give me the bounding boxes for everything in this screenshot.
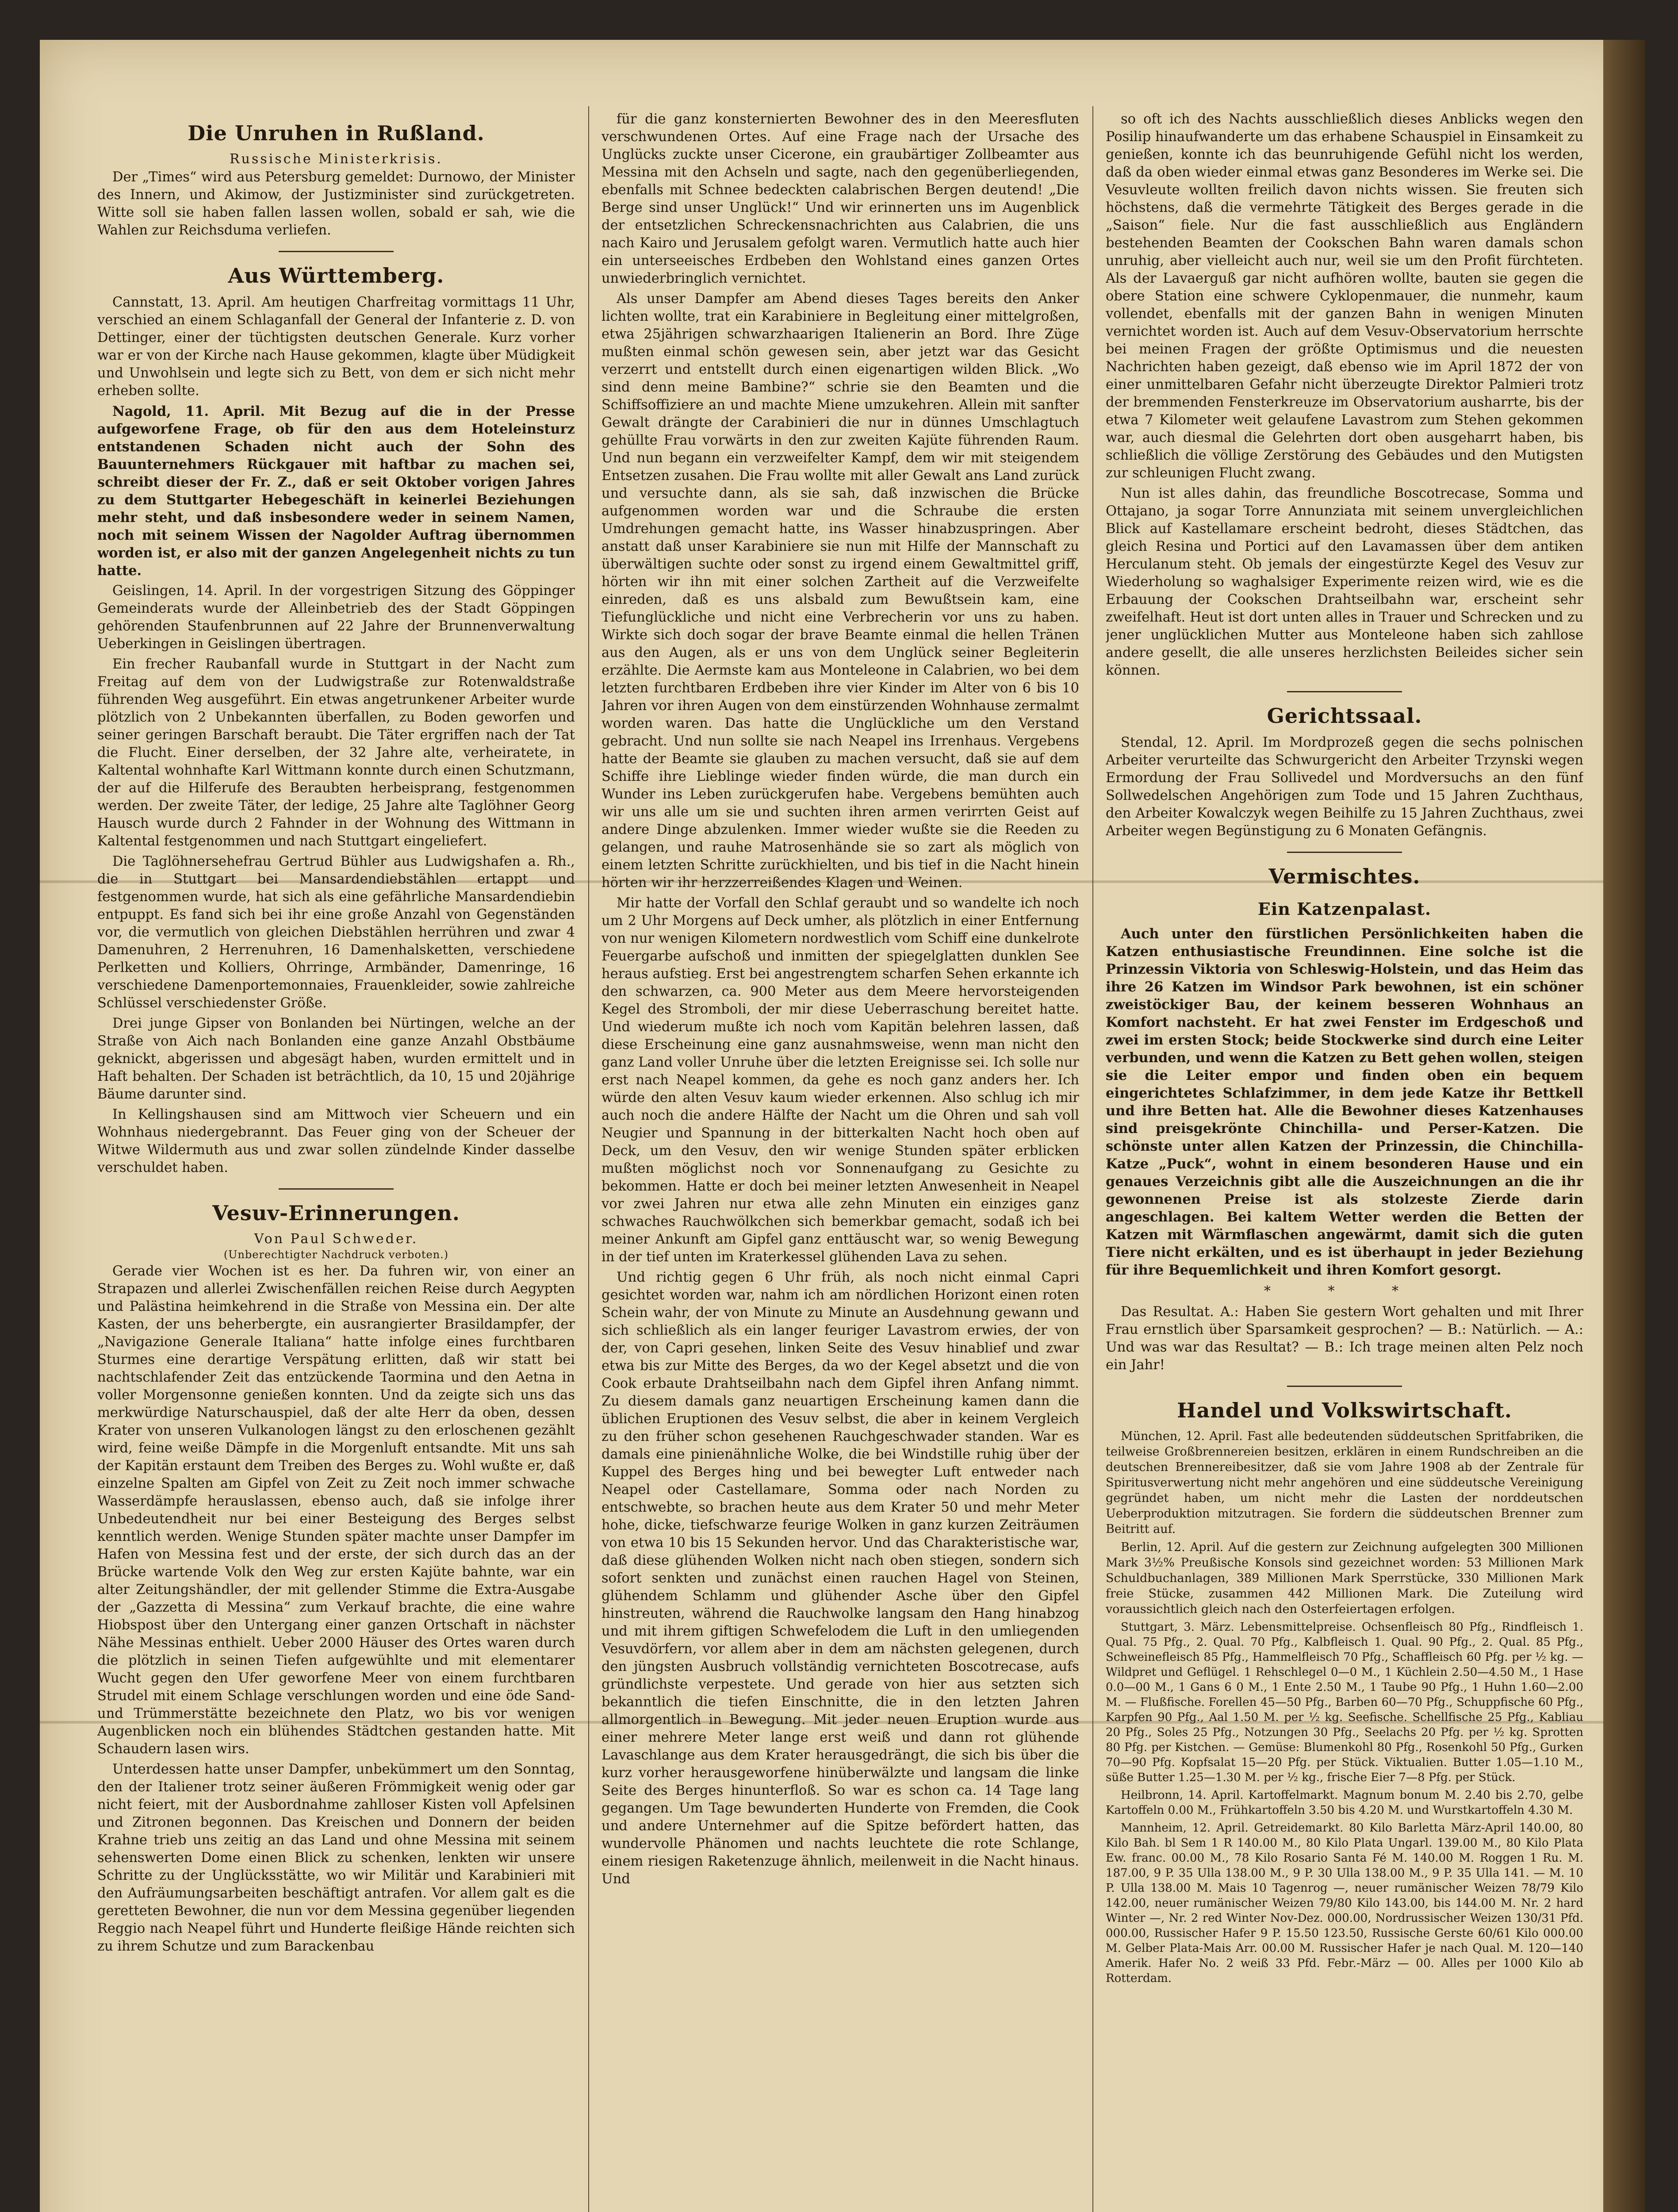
article-paragraph: Das Resultat. A.: Haben Sie gestern Wort gehalten und mit Ihrer Frau ernstlich über Sparsamkeit gesprochen? — B.: Natürlich. — A.: Und was war das Resultat? — B.: Ich trage meinen alten Pelz noch ein Jahr! — [1106, 1304, 1583, 1373]
article-paragraph: für die ganz konsternierten Bewohner des in den Meeresfluten verschwundenen Ortes. Auf eine Frage nach der Ursache des Unglücks zuckte unser Cicerone, ein graubärtiger Zollbeamter aus Messina mit den Achseln und sagte, nach den gegenüberliegenden, ebenfalls mit Schnee bedeckten calabrischen Bergen deutend! „Die Berge sind unser Unglück!“ Und wir erinnerten uns im Augenblick der entsetzlichen Schreckensnachrichten aus Calabrien, die uns nach Kairo und Jerusalem gefolgt waren. Vermutlich hatte auch hier ein unterseeisches Erdbeben den Wohlstand eines ganzen Ortes unwiederbringlich vernichtet. — [601, 111, 1079, 286]
divider — [1287, 852, 1402, 853]
column-rule — [1092, 106, 1093, 2212]
column-2 — [601, 111, 1079, 2212]
section-heading: Handel und Volkswirtschaft. — [1177, 1398, 1512, 1422]
article-author: Von Paul Schweder. — [254, 1231, 418, 1247]
section-heading: Vesuv-Erinnerungen. — [212, 1201, 460, 1225]
article-paragraph: Mir hatte der Vorfall den Schlaf geraubt und so wandelte ich noch um 2 Uhr Morgens auf Deck umher, als plötzlich in einer Entfernung von nur wenigen Kilometern nordwestlich vom Schiff eine dunkelrote Feuergarbe aufschoß und inmitten der spiegelglatten dunklen See heraus aufstieg. Erst bei angestrengtem scharfen Sehen erkannte ich den schwarzen, ca. 900 Meter aus dem Meere hervorsteigenden Kegel des Stromboli, der mir diese Ueberraschung bereitet hatte. Und wiederum mußte ich noch vom Kapitän belehren lassen, daß diese Erscheinung eine ganz ausnahmsweise, wenn man nicht den ganz Land voller Unruhe über die letzten Ereignisse sei. Ich solle nur erst nach Neapel kommen, da gehe es noch ganz anders her. Ich würde den alten Vesuv kaum wieder erkennen. Also schlug ich mir auch noch die andere Hälfte der Nacht um die Ohren und sah voll Neugier und Spannung in der bitterkalten Nacht hoch oben auf Deck, um den Vesuv, den wir wenige Stunden später erblicken mußten möglichst noch vor Sonnenaufgang zu Gesichte zu bekommen. Hatte er doch bei meiner letzten Anwesenheit in Neapel vor zwei Jahren nur etwa alle zehn Minuten ein einziges ganz schwaches Rauchwölkchen sich bemerkbar gemacht, sodaß ich bei meiner Ankunft am Gipfel ganz enttäuscht war, so wenig Bewegung in der tief unten im Kraterkessel glühenden Lava zu sehen. — [601, 895, 1079, 1265]
section-heading: Aus Württemberg. — [228, 264, 444, 288]
article-paragraph: Stendal, 12. April. Im Mordprozeß gegen die sechs polnischen Arbeiter verurteilte das Schwurgericht den Arbeiter Trzynski wegen Ermordung der Frau Sollivedel und Mordversuchs an den fünf Sollwedelschen Angehörigen zum Tode und 15 Jahren Zuchthaus, den Arbeiter Kowalczyk wegen Beihilfe zu 15 Jahren Zuchthaus, zwei Arbeiter wegen Begünstigung zu 6 Monaten Gefängnis. — [1106, 735, 1583, 839]
section-heading: Die Unruhen in Rußland. — [188, 121, 485, 145]
article-paragraph: so oft ich des Nachts ausschließlich dieses Anblicks wegen den Posilip hinaufwanderte um das erhabene Schauspiel in Einsamkeit zu genießen, konnte ich das beunruhigende Gefühl nicht los werden, daß da oben wieder einmal etwas ganz Besonderes im Werke sei. Die Vesuvleute wollten freilich davon nichts wissen. Sie freuten sich höchstens, daß die vermehrte Tätigkeit des Berges gerade in die „Saison“ fiele. Nur die fast ausschließlich aus Engländern bestehenden Beamten der Cookschen Bahn waren damals schon unruhig, aber vielleicht auch nur, weil sie um den Profit fürchteten. Als der Lavaerguß gar nicht aufhören wollte, bauten sie gegen die obere Station eine schwere Cyklopenmauer, die nunmehr, kaum vollendet, ebenfalls mit der ganzen Bahn in wenigen Minuten vernichtet worden ist. Auch auf dem Vesuv-Observatorium herrschte bei meinen Fragen der größte Optimismus und die neuesten Nachrichten haben gezeigt, daß ebenso wie im April 1872 der von einer unmittelbaren Gefahr nicht überzeugte Direktor Palmieri trotz der bremmenden Fensterkreuze im Observatorium ausharrte, bis der etwa 7 Kilometer weit gelaufene Lavastrom zum Stehen gekommen war, auch diesmal die Gelehrten dort oben ausgeharrt haben, bis schließlich die völlige Zerstörung des Gebäudes und den Mutigsten zur schleunigen Flucht zwang. — [1106, 111, 1583, 481]
article-paragraph: Geislingen, 14. April. In der vorgestrigen Sitzung des Göppinger Gemeinderats wurde der Alleinbetrieb des der Stadt Göppingen gehörenden Staufenbrunnen auf 22 Jahre der Brunnenverwaltung Ueberkingen in Geislingen übertragen. — [97, 583, 575, 652]
article-paragraph: Nagold, 11. April. Mit Bezug auf die in der Presse aufgeworfene Frage, ob für den aus dem Hoteleinsturz entstandenen Schaden nicht auch der Sohn des Bauunternehmers Rückgauer mit haftbar zu machen sei, schreibt dieser der Fr. Z., daß er seit Oktober vorigen Jahres zu dem Stuttgarter Hebegeschäft in keinerlei Beziehungen mehr steht, und daß insbesondere weder in seinem Namen, noch mit seinem Wissen der Nagolder Auftrag übernommen worden ist, er also mit der ganzen Angelegenheit nichts zu tun hatte. — [97, 403, 575, 579]
column-3 — [1106, 111, 1583, 2212]
article-paragraph: Der „Times“ wird aus Petersburg gemeldet: Durnowo, der Minister des Innern, und Akimow, der Justizminister sind zurückgetreten. Witte soll sie haben fallen lassen wollen, sobald er sah, wie die Wahlen zur Reichsduma verliefen. — [97, 169, 575, 238]
article-paragraph: Auch unter den fürstlichen Persönlichkeiten haben die Katzen enthusiastische Freundinnen. Eine solche ist die Prinzessin Viktoria von Schleswig-Holstein, und das Heim das ihre 26 Katzen im Windsor Park bewohnen, ist ein schöner zweistöckiger Bau, der keinem besseren Wohnhaus an Komfort nachsteht. Er hat zwei Fenster im Erdgeschoß und zwei im ersten Stock; beide Stockwerke sind durch eine Leiter verbunden, und wenn die Katzen zu Bett gehen wollen, steigen sie die Leiter empor und finden oben ein bequem eingerichtetes Schlafzimmer, in dem jede Katze ihr Bettkell und ihre Betten hat. Alle die Bewohner dieses Katzenhauses sind preisgekrönte Chinchilla- und Perser-Katzen. Die schönste unter allen Katzen der Prinzessin, die Chinchilla-Katze „Puck“, wohnt in einem besonderen Hause und ein genaues Verzeichnis gibt alle die Auszeichnungen an die ihr gewonnenen Preise ist als stolzeste Zierde darin angeschlagen. Bei kaltem Wetter werden die Betten der Katzen mit Wärmflaschen angewärmt, damit sich die guten Tiere nicht erkälten, und es ist überhaupt in jeder Beziehung für ihre Bequemlichkeit und ihren Komfort gesorgt. — [1106, 926, 1583, 1278]
article-paragraph: Drei junge Gipser von Bonlanden bei Nürtingen, welche an der Straße von Aich nach Bonlanden eine ganze Anzahl Obstbäume geknickt, abgerissen und abgesägt haben, wurden ermittelt und in Haft behalten. Der Schaden ist beträchtlich, da 10, 15 und 20jährige Bäume darunter sind. — [97, 1016, 575, 1102]
article-paragraph: Unterdessen hatte unser Dampfer, unbekümmert um den Sonntag, den der Italiener trotz seiner äußeren Frömmigkeit wenig oder gar nicht feiert, mit der Ausbordnahme zahlloser Kisten voll Apfelsinen und Zitronen begonnen. Das Kreischen und Donnern der beiden Krahne trieb uns zeitig an das Land und ohne Messina mit seinem sehenswerten Dome einen Blick zu schenken, lenkten wir unsere Schritte zu der Unglücksstätte, wo wir Militär und Karabinieri mit den Aufräumungsarbeiten beschäftigt antrafen. Vor allem galt es die geretteten Bewohner, die nun vor dem Messina gegenüber liegenden Reggio nach Neapel führt und Hunderte fleißige Hände reichten sich zu ihrem Schutze und zum Barackenbau — [97, 1762, 575, 1954]
price-list: Mannheim, 12. April. Getreidemarkt. 80 Kilo Barletta März-April 140.00, 80 Kilo Bah. bl Sem 1 R 140.00 M., 80 Kilo Plata Ungarl. 139.00 M., 80 Kilo Plata Ew. franc. 00.00 M., 78 Kilo Rosario Santa Fé M. 140.00 M. Roggen 1 Ru. M. 187.00, 9 P. 35 Ulla 138.00 M., 9 P. 30 Ulla 138.00 M., 9 P. 35 Ulla 141. — M. 10 P. Ulla 138.00 M. Mais 10 Tagenrog —, neuer rumänischer Weizen 78/79 Kilo 142.00, neuer rumänischer Weizen 79/80 Kilo 143.00, bis 144.00 M. Nr. 2 hard Winter —, Nr. 2 red Winter Nov-Dez. 000.00, Nordrussischer Weizen 130/31 Pfd. 000.00, Russischer Hafer 9 P. 15.50 123.50, Russische Gerste 60/61 Kilo 000.00 M. Gelber Plata-Mais Arr. 00.00 M. Russischer Hafer je nach Qual. M. 120—140 Amerik. Hafer No. 2 weiß 33 Pfd. Febr.-März — 00. Alles per 1000 Kilo ab Rotterdam. — [1106, 1821, 1583, 1985]
article-paragraph: Die Taglöhnersehefrau Gertrud Bühler aus Ludwigshafen a. Rh., die in Stuttgart bei Mansardendiebstählen ertappt und festgenommen wurde, hat sich als eine gefährliche Mansardendiebin entpuppt. Es fand sich bei ihr eine große Anzahl von Gegenständen vor, die vermutlich von gleichen Diebstählen herrühren und zwar 4 Damenuhren, 2 Herrenuhren, 16 Damenhalsketten, verschiedene Perlketten und Kolliers, Ohrringe, Armbänder, Damenringe, 16 verschiedene Damenportemonnaies, Frauenkleider, sowie zahlreiche Schlüssel verschiedenster Größe. — [97, 854, 575, 1011]
article-paragraph: Gerade vier Wochen ist es her. Da fuhren wir, von einer an Strapazen und allerlei Zwischenfällen reichen Reise durch Aegypten und Palästina heimkehrend in die Straße von Messina ein. Der alte Kasten, der uns beherbergte, ein ausrangierter Brasildampfer, der „Navigazione Generale Italiana“ hatte infolge eines furchtbaren Sturmes eine derartige Verspätung erlitten, daß wir statt bei nachtschlafender Zeit das entzückende Taormina und den Aetna in voller Morgensonne genießen konnten. Und da zeigte sich uns das merkwürdige Naturschauspiel, daß der alte Herr da oben, dessen Krater von unseren Vulkanologen längst zu den erloschenen gezählt wird, feine weiße Dämpfe in die Morgenluft entsandte. Mit uns sah der Kapitän erstaunt dem Treiben des Berges zu. Wohl wußte er, daß einzelne Spalten am Gipfel von Zeit zu Zeit noch immer schwache Wasserdämpfe herauslassen, ebenso auch, daß sie infolge ihrer Unbedeutendheit nur bei einer Besteigung des Berges selbst kenntlich werden. Wenige Stunden später machte unser Dampfer im Hafen von Messina fest und der erste, der sich durch das an der Brücke wartende Volk den Weg zur ersten Kajüte bahnte, war ein alter Zeitungshändler, der mit gellender Stimme die Extra-Ausgabe der „Gazzetta di Messina“ zum Verkauf brachte, die eine wahre Hiobspost über den Untergang einer ganzen Ortschaft in nächster Nähe Messinas enthielt. Ueber 2000 Häuser des Ortes waren durch die plötzlich in seinen Tiefen aufgewühlte und mit elementarer Wucht gegen den Ufer geworfene Meer von einem furchtbaren Strudel mit einem Schlage verschlungen worden und eine öde Sand- und Trümmerstätte bezeichnete den Platz, wo bis vor wenigen Augenblicken noch ein blühendes Städtchen gestanden hatte. Mit Schaudern lasen wirs. — [97, 1263, 575, 1757]
article-paragraph: Nun ist alles dahin, das freundliche Boscotrecase, Somma und Ottajano, ja sogar Torre Annunziata mit seinem unvergleichlichen Blick auf Kastellamare erscheint bedroht, dieses Städtchen, das gleich Resina und Portici auf den Lavamassen über dem antiken Herculanum steht. Ob jemals der eingestürzte Kegel des Vesuv zur Wiederholung so waghalsiger Experimente reizen wird, wie es die Erbauung der Cookschen Drahtseilbahn war, erscheint sehr zweifelhaft. Heut ist dort unten alles in Trauer und Schrecken und zu jener unglücklichen Mutter aus Monteleone haben sich zahllose andere gesellt, die alle unseres herzlichsten Beileides sicher sein können. — [1106, 486, 1583, 678]
section-heading: Gerichtssaal. — [1267, 704, 1422, 728]
article-paragraph: Und richtig gegen 6 Uhr früh, als noch nicht einmal Capri gesichtet worden war, nahm ich am nördlichen Horizont einen roten Schein wahr, der von Minute zu Minute an Ausdehnung gewann und sich schließlich als ein langer feuriger Lavastrom erwies, der von der, von Capri gesehen, linken Seite des Vesuv hinablief und zwar etwa bis zur Mitte des Berges, da wo der Kegel absetzt und die von Cook erbaute Drahtseilbahn nach dem Gipfel ihren Anfang nimmt. Zu diesem damals ganz neuartigen Erscheinung kamen dann die üblichen Eruptionen des Vesuv selbst, die aber in keinem Vergleich zu den früher schon gesehenen Rauchgeschwader standen. War es damals eine pinienähnliche Wolke, die bei Windstille ruhig über der Kuppel des Berges hing und bei bewegter Luft entweder nach Neapel oder Castellamare, Somma oder nach Norden zu entschwebte, so brachen heute aus dem Krater 50 und mehr Meter hohe, dicke, tiefschwarze feurige Wolken in ganz kurzen Zeiträumen von etwa 10 bis 15 Sekunden hervor. Und das Charakteristische war, daß diese glühenden Wolken nicht nach oben stiegen, sondern sich sofort senkten und zunächst einen rauchen Hagel von Steinen, glühendem Schlamm und glühender Asche über den Gipfel hinstreuten, während die Rauchwolke langsam den Hang hinabzog und mit ihrem giftigen Schwefelodem die Luft in den umliegenden Vesuvdörfern, vor allem aber in dem am nächsten gelegenen, durch den jüngsten Ausbruch vollständig vernichteten Boscotrecase, aufs gründlichste verpestete. Und gerade von hier aus setzten sich bekanntlich die tiefen Einschnitte, die in den letzten Jahren allmorgentlich in Bewegung. Mit jeder neuen Eruption wurde aus einer mehrere Meter lange erst weiß und dann rot glühende Lavaschlange aus dem Krater herausgedrängt, die sich bis über die kurz vorher herausgeworfene hinüberwälzte und langsam die linke Seite des Berges hinunterfloß. So war es schon ca. 14 Tage lang gegangen. Um Tage bewunderten Hunderte von Fremden, die Cook und andere Unternehmer auf die Spitze befördert hatten, das wundervolle Phänomen und nachts leuchtete die rote Schlange, einem riesigen Raketenzuge ähnlich, meilenweit in die Nacht hinaus. Und — [601, 1270, 1079, 1887]
article-paragraph: München, 12. April. Fast alle bedeutenden süddeutschen Spritfabriken, die teilweise Großbrennereien besitzen, erklären in einem Rundschreiben an die deutschen Brennereibesitzer, daß sie vom Jahre 1908 ab der Zentrale für Spiritusverwertung nicht mehr angehören und eine süddeutsche Vereinigung gegründet haben, um nicht mehr die Lasten der norddeutschen Ueberproduktion mitzutragen. Sie fordern die süddeutschen Brenner zum Beitritt auf. — [1106, 1429, 1583, 1536]
newspaper-page — [40, 40, 1645, 2212]
reprint-note: (Unberechtigter Nachdruck verboten.) — [223, 1248, 449, 1261]
section-heading: Vermischtes. — [1268, 864, 1421, 888]
column-rule — [588, 106, 589, 2212]
article-heading: Ein Katzenpalast. — [1257, 899, 1432, 919]
binding-edge — [1603, 40, 1645, 2212]
divider — [279, 1188, 394, 1190]
article-paragraph: In Kellingshausen sind am Mittwoch vier Scheuern und ein Wohnhaus niedergebrannt. Das Feuer ging von der Scheuer der Witwe Wildermuth aus und zwar sollen zündelnde Kinder dasselbe verschuldet haben. — [97, 1107, 575, 1175]
article-paragraph: Berlin, 12. April. Auf die gestern zur Zeichnung aufgelegten 300 Millionen Mark 3½% Preußische Konsols sind gezeichnet worden: 53 Millionen Mark Schuldbuchanlagen, 389 Millionen Mark Sperrstücke, 330 Millionen Mark freie Stücke, zusammen 442 Millionen Mark. Die Zuteilung wird voraussichtlich gleich nach den Osterfeiertagen erfolgen. — [1106, 1540, 1583, 1616]
column-1 — [97, 111, 575, 2212]
divider — [1287, 691, 1402, 692]
price-list: Heilbronn, 14. April. Kartoffelmarkt. Magnum bonum M. 2.40 bis 2.70, gelbe Kartoffeln 0.00 M., Frühkartoffeln 3.50 bis 4.20 M. und Wurstkartoffeln 4.30 M. — [1106, 1789, 1583, 1817]
divider — [279, 251, 394, 252]
section-subheading: Russische Ministerkrisis. — [230, 151, 443, 167]
price-list: Stuttgart, 3. März. Lebensmittelpreise. Ochsenfleisch 80 Pfg., Rindfleisch 1. Qual. 75 Pfg., 2. Qual. 70 Pfg., Kalbfleisch 1. Qual. 90 Pfg., 2. Qual. 85 Pfg., Schweinefleisch 85 Pfg., Hammelfleisch 70 Pfg., Schaffleisch 60 Pfg. per ½ kg. — Wildpret und Geflügel. 1 Rehschlegel 0—0 M., 1 Küchlein 2.50—4.50 M., 1 Hase 0.0—00 M., 1 Gans 6 0 M., 1 Ente 2.50 M., 1 Taube 90 Pfg., 1 Huhn 1.60—2.00 M. — Flußfische. Forellen 45—50 Pfg., Barben 60—70 Pfg., Schuppfische 60 Pfg., Karpfen 90 Pfg., Aal 1.50 M. per ½ kg. Seefische. Schellfische 25 Pfg., Kabliau 20 Pfg., Soles 25 Pfg., Notzungen 30 Pfg., Seelachs 20 Pfg. per ½ kg. Sprotten 80 Pfg. per Kistchen. — Gemüse: Blumenkohl 80 Pfg., Rosenkohl 50 Pfg., Gurken 70—90 Pfg. Kopfsalat 15—20 Pfg. per Stück. Viktualien. Butter 1.05—1.10 M., süße Butter 1.25—1.30 M. per ½ kg., frische Eier 7—8 Pfg. per Stück. — [1106, 1621, 1583, 1784]
article-paragraph: Ein frecher Raubanfall wurde in Stuttgart in der Nacht zum Freitag auf dem von der Ludwigstraße zur Rotenwaldstraße führenden Weg ausgeführt. Ein etwas angetrunkener Arbeiter wurde plötzlich von 2 Unbekannten überfallen, zu Boden geworfen und seiner geringen Barschaft beraubt. Die Täter ergriffen nach der Tat die Flucht. Einer derselben, der 32 Jahre alte, verheiratete, in Kaltental wohnhafte Karl Wittmann konnte durch einen Schutzmann, der auf die Hilferufe des Beraubten herbeisprang, festgenommen werden. Der zweite Täter, der ledige, 25 Jahre alte Taglöhner Georg Hausch wurde durch 2 Fahnder in der Wohnung des Wittmann in Kaltental festgenommen und nach Stuttgart eingeliefert. — [97, 657, 575, 849]
article-paragraph: Cannstatt, 13. April. Am heutigen Charfreitag vormittags 11 Uhr, verschied an einem Schlaganfall der General der Infanterie z. D. von Dettinger, einer der tüchtigsten deutschen Generale. Kurz vorher war er von der Kirche nach Hause gekommen, klagte über Müdigkeit und Unwohlsein und legte sich zu Bett, von dem er sich nicht mehr erheben sollte. — [97, 295, 575, 399]
divider — [1287, 1386, 1402, 1387]
asterism: * * * — [1264, 1283, 1425, 1299]
article-paragraph: Als unser Dampfer am Abend dieses Tages bereits den Anker lichten wollte, trat ein Karabiniere in Begleitung einer mittelgroßen, etwa 25jährigen schwarzhaarigen Italienerin an Bord. Ihre Züge mußten einmal schön gewesen sein, aber jetzt war das Gesicht verzerrt und entstellt durch einen eigenartigen wilden Blick. „Wo sind denn meine Bambine?“ schrie sie den Beamten und die Schiffsoffiziere an und machte Miene umzukehren. Allein mit sanfter Gewalt drängte der Carabinieri die nur in dünnes Umschlagtuch gehüllte Frau vorwärts in den zur zweiten Kajüte führenden Raum. Und nun begann ein verzweifelter Kampf, dem wir mit steigendem Entsetzen zusahen. Die Frau wollte mit aller Gewalt ans Land zurück und versuchte dann, als sie sah, daß inzwischen die Brücke aufgenommen worden war und die Schraube die ersten Umdrehungen gemacht hatte, ins Wasser hinabzuspringen. Aber anstatt daß unser Karabiniere sie nun mit Hilfe der Mannschaft zu überwältigen suchte oder sonst zu irgend einem Gewaltmittel griff, hörten wir ihn mit einer solchen Zartheit auf die Verzweifelte einreden, daß es uns alsbald zum Bewußtsein kam, eine Tiefunglückliche und nicht eine Verbrecherin vor uns zu haben. Wirkte sich doch sogar der brave Beamte einmal die hellen Tränen aus den Augen, als er uns von dem Unglück seiner Begleiterin erzählte. Die Aermste kam aus Monteleone in Calabrien, wo bei dem letzten furchtbaren Erdbeben ihre vier Kinder im Alter von 6 bis 10 Jahren vor ihren Augen von dem einstürzenden Wohnhause zermalmt worden waren. Das hatte die Unglückliche um den Verstand gebracht. Und nun sollte sie nach Neapel ins Irrenhaus. Vergebens hatte der Beamte sie glauben zu machen versucht, daß sie auf dem Schiffe ihre Lieblinge wieder finden würde, die man durch ein Wunder ins Leben zurückgerufen habe. Vergebens bemühten auch wir uns alle um sie und suchten ihren armen verirrten Geist auf andere Dinge abzulenken. Immer wieder wußte sie die Reeden zu gelangen, und rauhe Matrosenhände sie so zart als möglich von einem letzten Schritte zurückhielten, und bis tief in die Nacht hinein hörten wir ihr herzzerreißendes Klagen und Weinen. — [601, 291, 1079, 891]
